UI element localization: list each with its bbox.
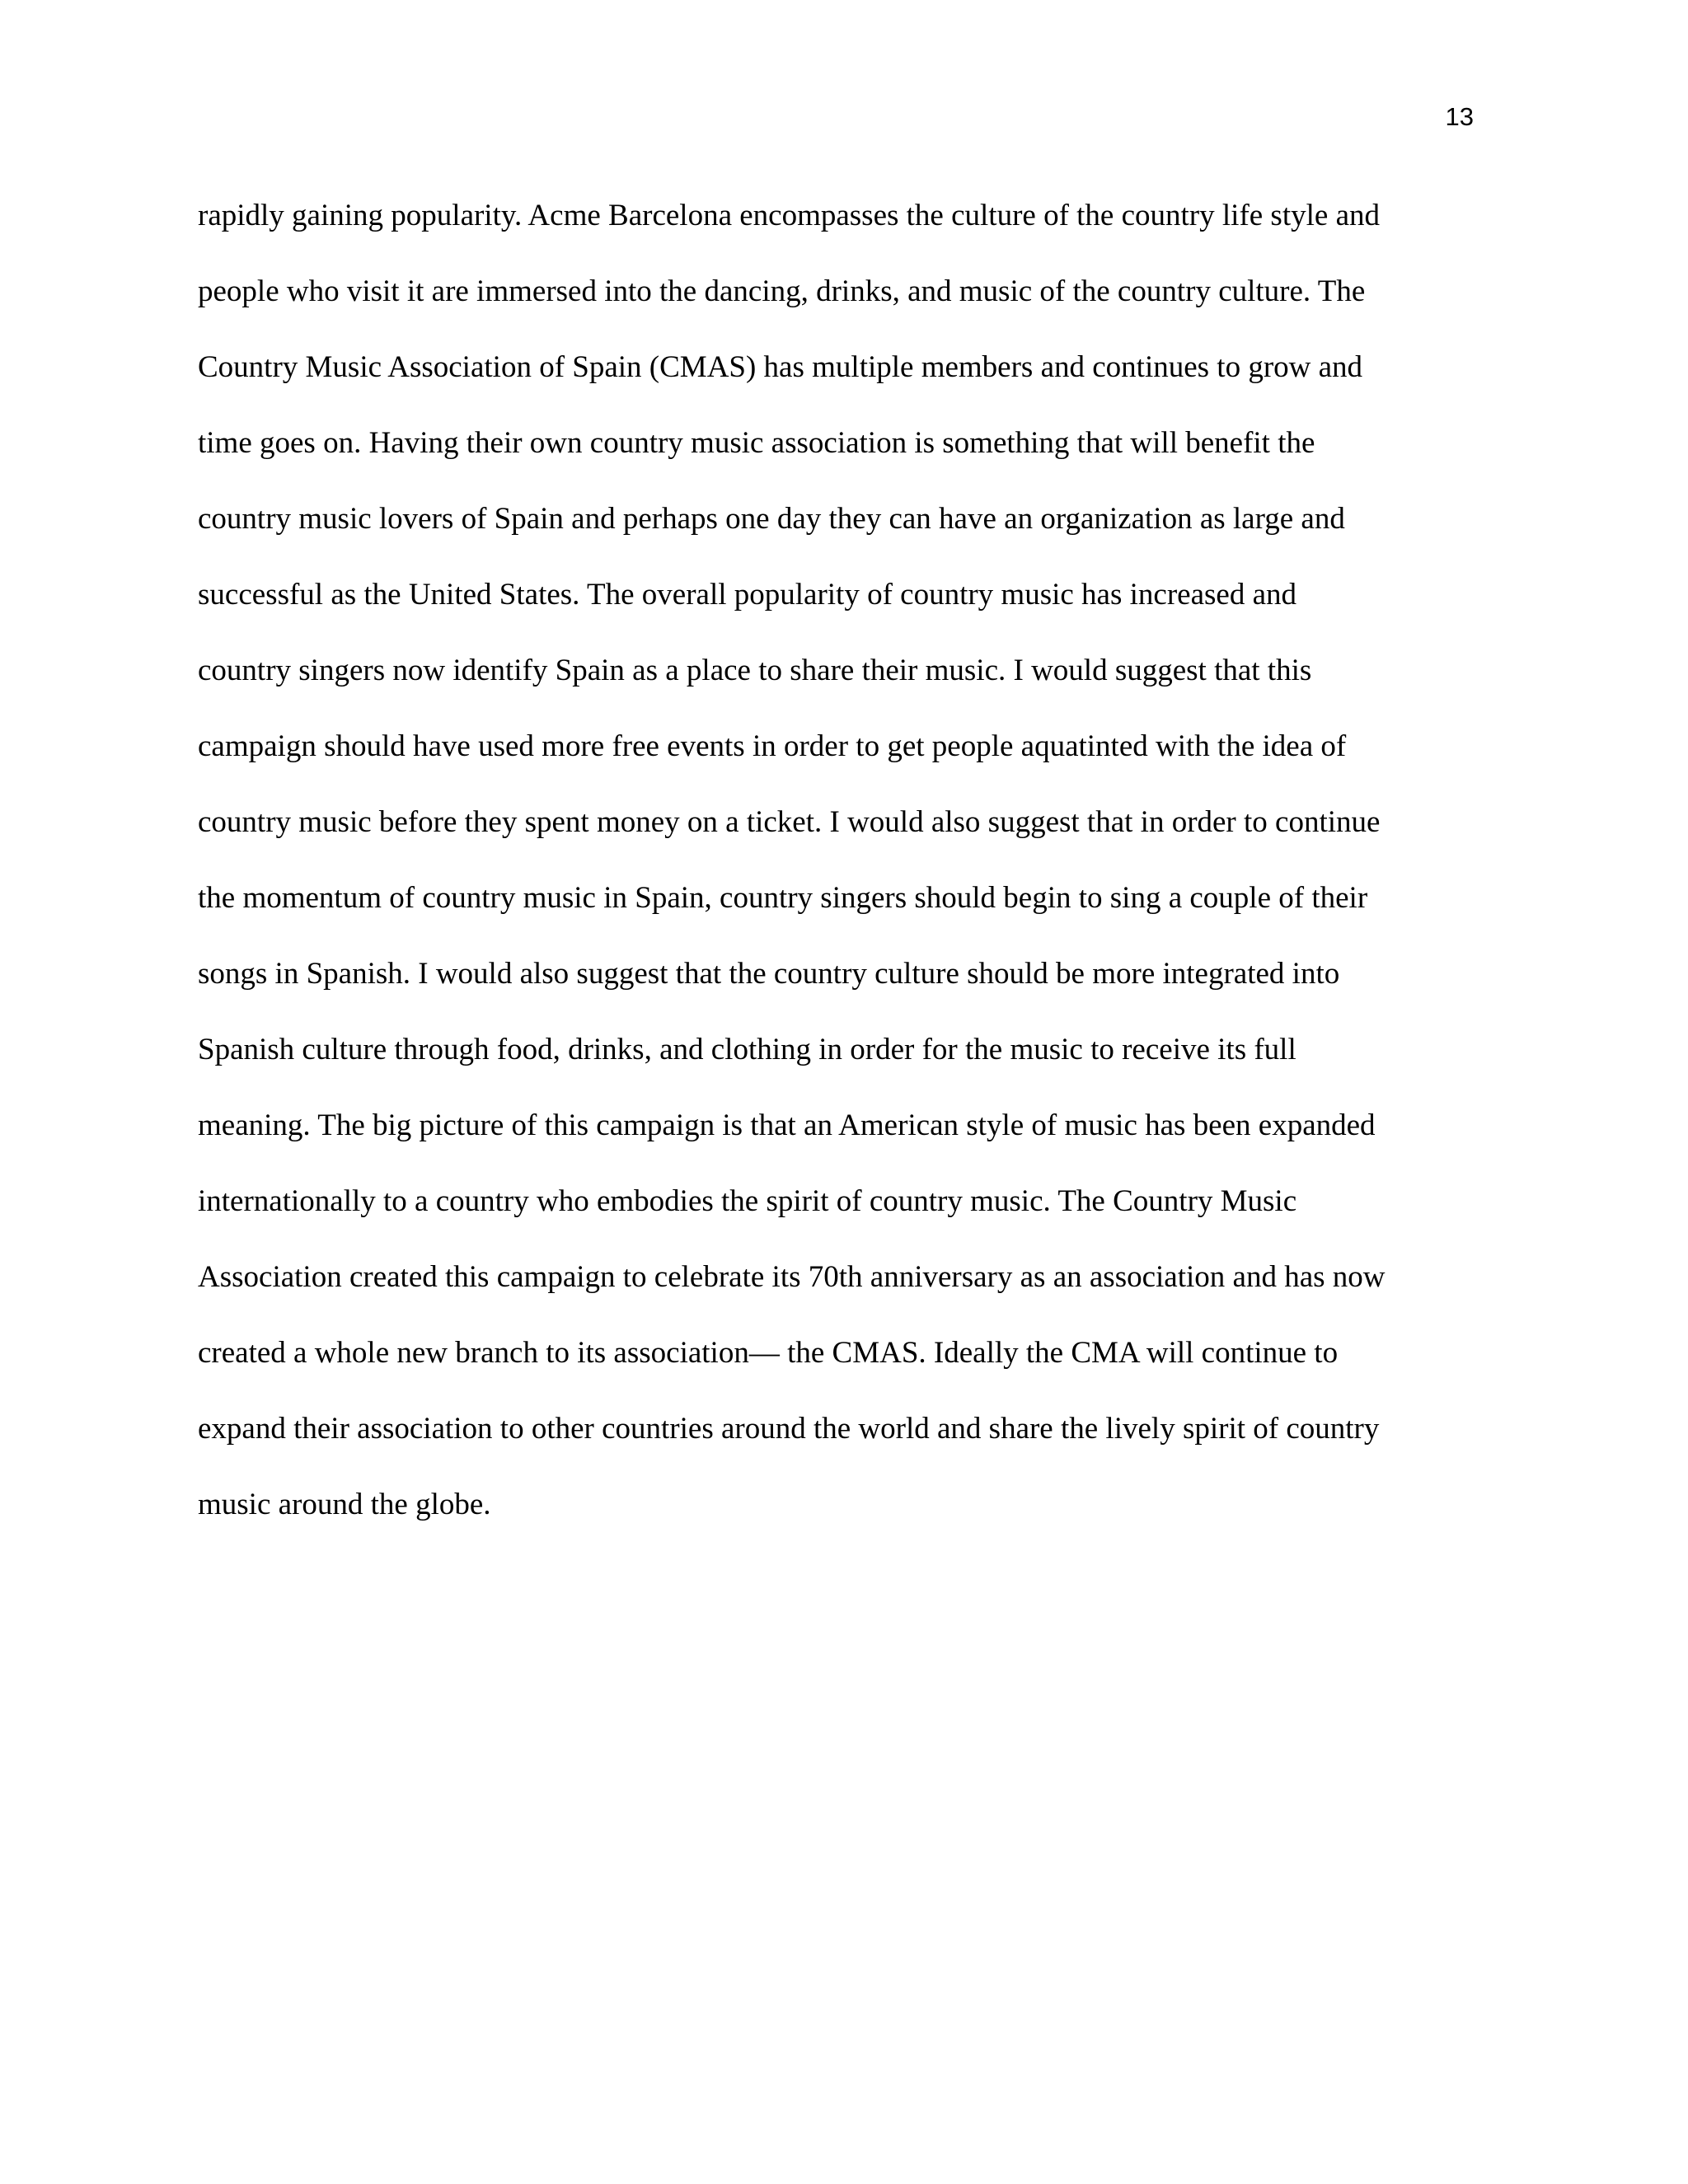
body-paragraph xyxy=(198,194,1517,1559)
paragraph-line: country music lovers of Spain and perhaps one day they can have an organization as large and xyxy=(198,502,1345,536)
paragraph-line: country singers now identify Spain as a place to share their music. I would suggest that this xyxy=(198,654,1312,687)
paragraph-line: successful as the United States. The overall popularity of country music has increased and xyxy=(198,578,1296,612)
paragraph-line: country music before they spent money on a ticket. I would also suggest that in order to continue xyxy=(198,805,1381,839)
paragraph-line: time goes on. Having their own country music association is something that will benefit the xyxy=(198,426,1315,460)
paragraph-line: created a whole new branch to its association— the CMAS. Ideally the CMA will continue to xyxy=(198,1336,1339,1370)
page-number: 13 xyxy=(1445,102,1474,131)
paragraph-line: expand their association to other countries around the world and share the lively spirit of country xyxy=(198,1412,1380,1446)
paragraph-line: Country Music Association of Spain (CMAS) has multiple members and continues to grow and xyxy=(198,350,1363,384)
paragraph-line: the momentum of country music in Spain, country singers should begin to sing a couple of their xyxy=(198,881,1368,915)
paragraph-line: Spanish culture through food, drinks, and clothing in order for the music to receive its full xyxy=(198,1033,1296,1066)
paragraph-line: songs in Spanish. I would also suggest that the country culture should be more integrated into xyxy=(198,957,1340,991)
paragraph-line: people who visit it are immersed into the dancing, drinks, and music of the country culture. The xyxy=(198,274,1366,308)
paragraph-line: meaning. The big picture of this campaign is that an American style of music has been expanded xyxy=(198,1108,1376,1142)
paragraph-line: campaign should have used more free events in order to get people aquatinted with the idea of xyxy=(198,729,1347,763)
paragraph-line: Association created this campaign to celebrate its 70th anniversary as an association and has now xyxy=(198,1260,1386,1294)
paragraph-line: music around the globe. xyxy=(198,1488,491,1521)
paragraph-line: rapidly gaining popularity. Acme Barcelona encompasses the culture of the country life style and xyxy=(198,199,1380,232)
paragraph-line: internationally to a country who embodies the spirit of country music. The Country Music xyxy=(198,1184,1297,1218)
